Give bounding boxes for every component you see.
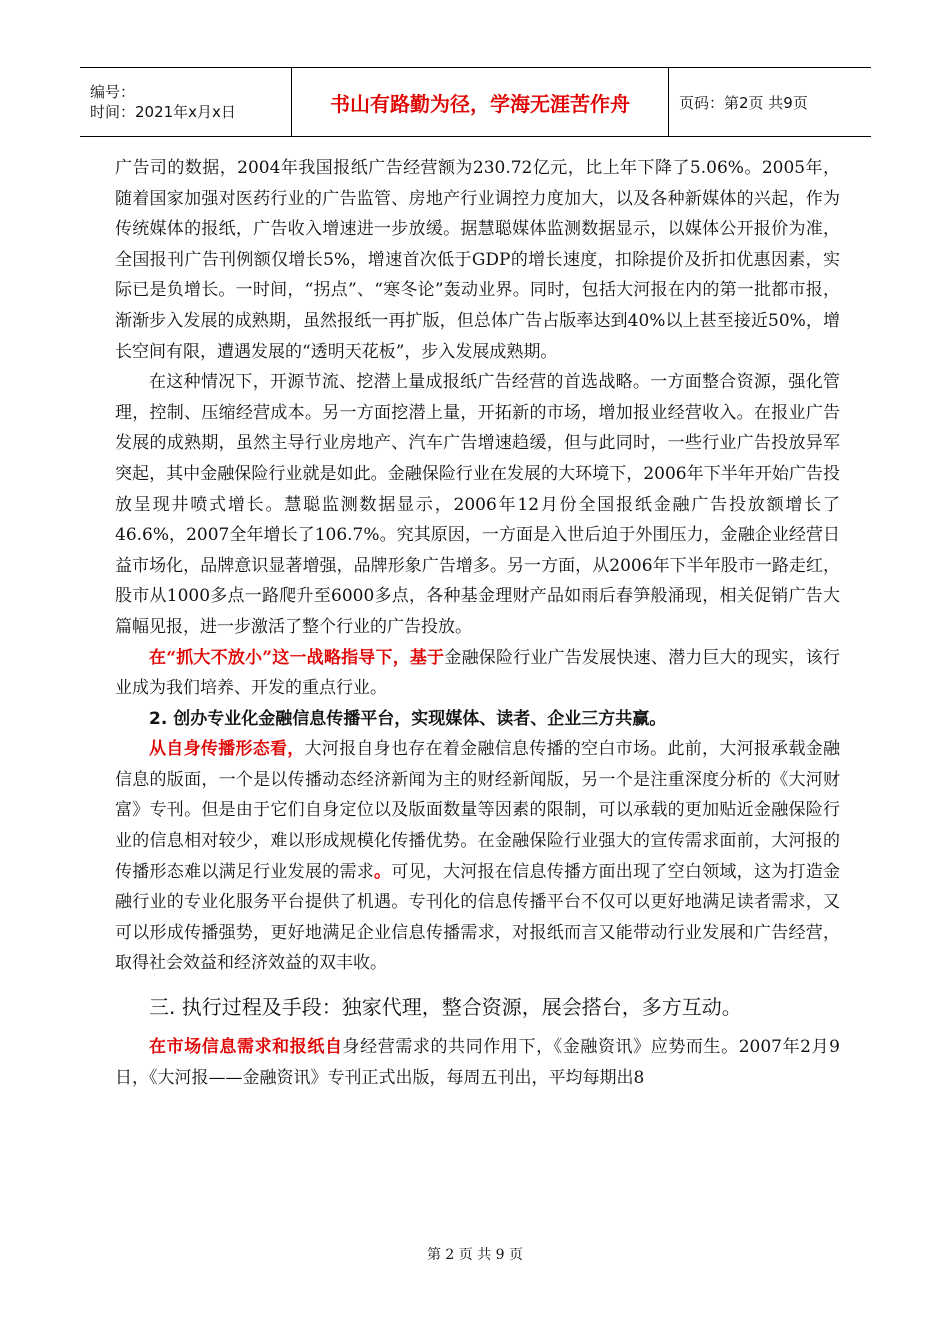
highlight-punctuation: 。: [374, 861, 392, 882]
footer-page-number: 第 2 页 共 9 页: [426, 1247, 524, 1263]
document-number-label: 编号：: [90, 83, 136, 101]
page-number-text: 页码：第2页 共9页: [679, 93, 808, 112]
paragraph-text: 金融保险行业广告发展快速、潜力巨大的现实，该行业成为我们培养、开发的重点行业。: [115, 647, 840, 699]
highlight-text: 在市场信息需求和报纸自: [149, 1037, 343, 1058]
section-heading: 2. 创办专业化金融信息传播平台，实现媒体、读者、企业三方共赢。: [149, 708, 667, 729]
paragraph-text: 大河报自身也存在着金融信息传播的空白市场。此前，大河报承载金融信息的版面，一个是以传播动态经济新闻为主的财经新闻版，另一个是注重深度分析的《大河财富》专刊。但是由于它们自身定位以及版面数量等因素的限制，可以承载的更加贴近金融保险行业的信息相对较少，难以形成规模化传播优势。在金融保险行业强大的宣传需求面前，大河报的传播形态难以满足行业发展的需求: [115, 739, 841, 882]
paragraph-text: 可见，大河报在信息传播方面出现了空白领域，这为打造金融行业的专业化服务平台提供了机遇。专刊化的信息传播平台不仅可以更好地满足读者需求，又可以形成传播强势，更好地满足企业信息传播需求，对报纸而言又能带动行业发展和广告经营，取得社会效益和经济效益的双丰收。: [115, 861, 841, 974]
motto-text: 书山有路勤为径，学海无涯苦作舟: [330, 91, 630, 116]
page-footer: [0, 1244, 950, 1264]
page-header: [80, 67, 871, 137]
paragraph-4: [115, 734, 840, 979]
paragraph-5: [115, 1032, 840, 1093]
highlight-text: 在“抓大不放小”这一战略指导下，基于: [149, 647, 445, 668]
paragraph-2: 在这种情况下，开源节流、挖潜上量成报纸广告经营的首选战略。一方面整合资源，强化管理，控制、压缩经营成本。另一方面挖潜上量，开拓新的市场，增加报业经营收入。在报业广告发展的成熟期，虽然主导行业房地产、汽车广告增速趋缓，但与此同时，一些行业广告投放异军突起，其中金融保险行业就是如此。金融保险行业在发展的大环境下，2006年下半年开始广告投放呈现井喷式增长。慧聪监测数据显示，2006年12月份全国报纸金融广告投放额增长了46.6%，2007全年增长了106.7%。究其原因，一方面是入世后迫于外围压力，金融企业经营日益市场化，品牌意识显著增强，品牌形象广告增多。另一方面，从2006年下半年股市一路走红，股市从1000多点一路爬升至6000多点，各种基金理财产品如雨后春笋般涌现，相关促销广告大篇幅见报，进一步激活了整个行业的广告投放。: [115, 372, 840, 637]
header-motto: [292, 68, 669, 136]
paragraph-1: 广告司的数据，2004年我国报纸广告经营额为230.72亿元，比上年下降了5.06%。2005年，随着国家加强对医药行业的广告监管、房地产行业调控力度加大，以及各种新媒体的兴起，作为传统媒体的报纸，广告收入增速进一步放缓。据慧聪媒体监测数据显示，以媒体公开报价为准，全国报刊广告刊例额仅增长5%，增速首次低于GDP的增长速度，扣除提价及折扣优惠因素，实际已是负增长。一时间，“拐点”、“寒冬论”轰动业界。同时，包括大河报在内的第一批都市报，渐渐步入发展的成熟期，虽然报纸一再扩版，但总体广告占版率达到40%以上甚至接近50%，增长空间有限，遭遇发展的“透明天花板”，步入发展成熟期。: [115, 158, 840, 362]
paragraph-3: [115, 643, 840, 704]
document-date: 时间：2021年x月x日: [90, 103, 236, 121]
document-body: [115, 153, 840, 1093]
chapter-heading: 三. 执行过程及手段：独家代理，整合资源，展会搭台，多方互动。: [149, 995, 742, 1020]
header-page-number: [669, 68, 871, 136]
paragraph-text: 身经营需求的共同作用下，《金融资讯》应势而生。2007年2月9日，《大河报——金融资讯》专刊正式出版，每周五刊出，平均每期出8: [115, 1037, 840, 1088]
header-meta: [80, 68, 292, 136]
highlight-text: 从自身传播形态看，: [149, 739, 305, 760]
